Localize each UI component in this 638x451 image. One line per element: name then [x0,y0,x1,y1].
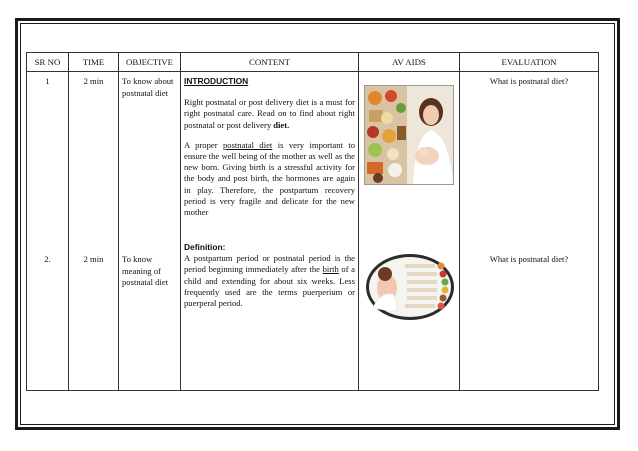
header-sr-no: SR NO [27,53,69,72]
header-time: TIME [69,53,119,72]
definition-block [184,242,355,309]
objective-1: To know about postnatal diet [122,76,174,98]
av-aids-cell [359,72,460,391]
header-objective: OBJECTIVE [119,53,181,72]
time-cell [69,72,119,391]
objective-cell [119,72,181,391]
table-row [27,72,599,391]
table-header-row [27,53,599,72]
content-cell [181,72,359,391]
evaluation-1: What is postnatal diet? [489,76,569,86]
intro-title: INTRODUCTION [184,76,249,86]
header-av-aids: AV AIDS [359,53,460,72]
time-1: 2 min [83,76,104,86]
evaluation-cell [460,72,599,391]
intro-para-1: Right postnatal or post delivery diet is a must for right postnatal care. Read on to find about right postnatal or post delivery diet. [184,97,355,130]
objective-2: To know meaning of postnatal diet [122,254,169,287]
time-2: 2 min [83,254,104,264]
sr-no-cell [27,72,69,391]
evaluation-2: What is postnatal diet? [489,254,569,264]
sr-no-1: 1 [45,76,50,86]
birth-link[interactable]: birth [322,264,339,275]
mother-food-photo [364,85,454,185]
mother-baby-diet-chart-image [365,252,455,322]
definition-title: Definition: [184,242,226,252]
lesson-plan-table [26,52,599,391]
header-content: CONTENT [181,53,359,72]
sr-no-2: 2. [44,254,51,264]
postnatal-diet-link[interactable]: postnatal diet [222,139,273,150]
header-evaluation: EVALUATION [460,53,599,72]
intro-para-2: A proper postnatal diet is very important to ensure the well being of the mother as well as the new born. Giving birth is a stressful activity for the body and post birth, the hormones are again in play. Therefore, the postpartum recovery period is very fragile and delicate for the new mother [184,139,355,218]
intro-block [184,76,355,218]
definition-para: A postpartum period or postnatal period is the period beginning immediately after the birth of a child and extending for about six weeks. Less frequently used are the terms puerperium or puerperal period. [184,253,355,309]
